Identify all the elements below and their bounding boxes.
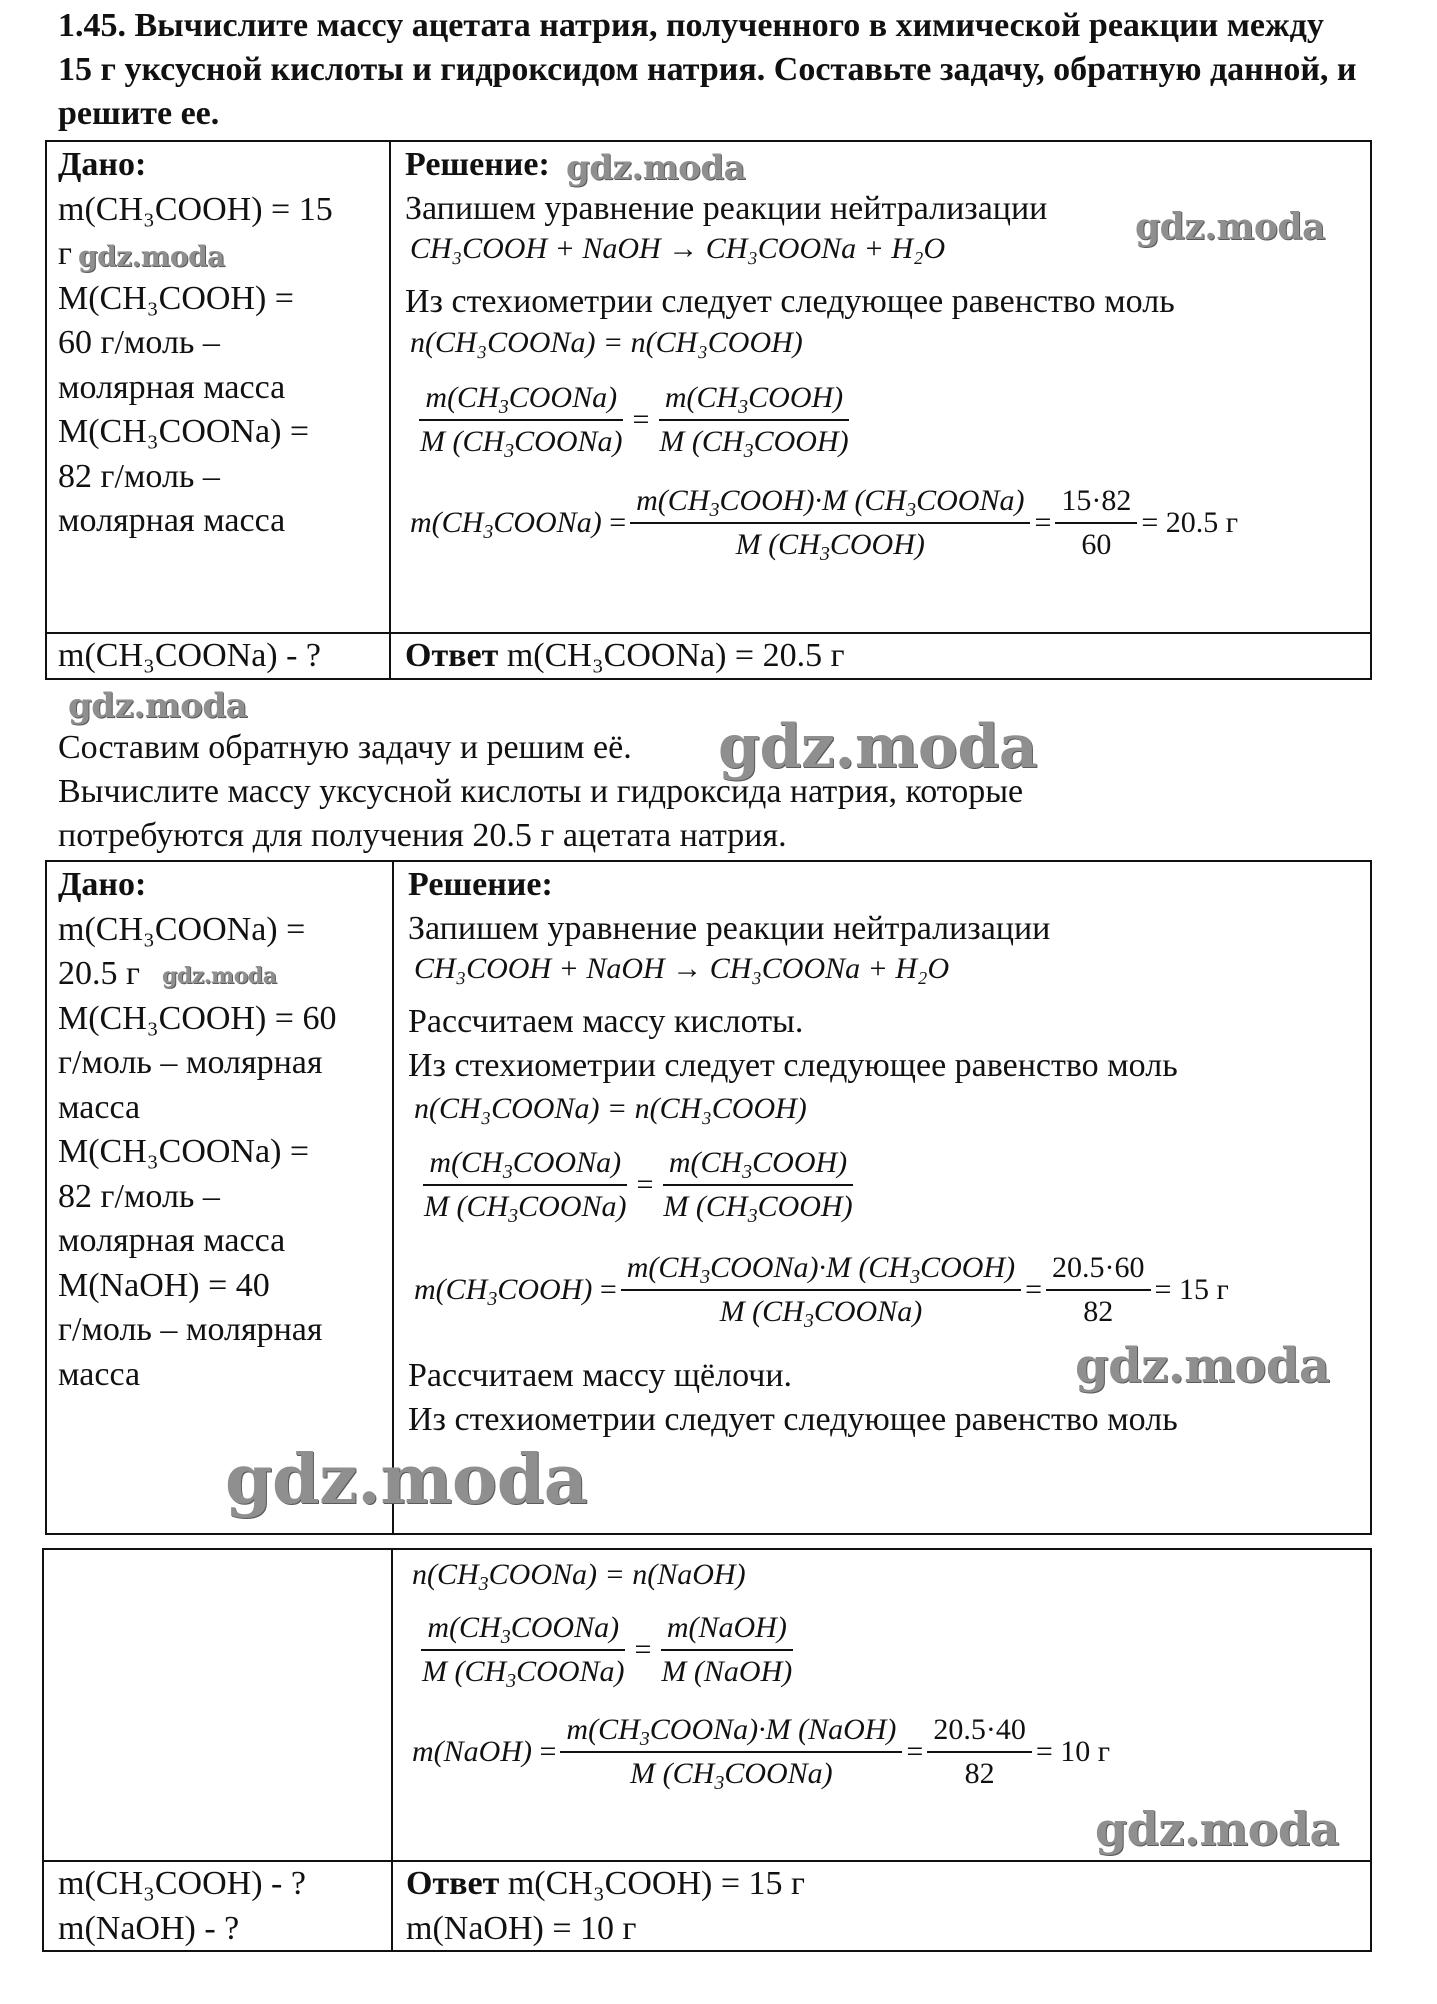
solution-intro: Запишем уравнение реакции нейтрализации: [408, 910, 1051, 947]
answer-label: Ответ: [406, 1865, 500, 1902]
find-block: [58, 1862, 306, 1951]
answer-line: [405, 634, 845, 679]
given-line: г/моль – молярная: [58, 1044, 323, 1081]
watermark: gdz.moda: [1075, 1338, 1330, 1394]
answer-block: [406, 1862, 805, 1951]
mass-ratio-equation: $\frac{m(CH_3COONa)}{M (CH_3COONa)}$ = $\frac{m(CH_3COOH)}{M (CH_3COOH)}$: [420, 381, 849, 462]
given-line: масса: [58, 1355, 141, 1393]
given-line: 82 г/моль –: [58, 457, 220, 495]
acid-mass-text: Рассчитаем массу кислоты.: [408, 1003, 804, 1040]
given-line: m(CH₃COOH) = 15: [58, 190, 333, 228]
given-line: M(CH₃COOH) =: [58, 279, 294, 317]
mole-equality: n(CH₃COONa) = n(CH₃COOH): [410, 326, 803, 359]
stoichiometry-text: Из стехиометрии следует следующее равенство моль: [405, 283, 1175, 320]
given-line: масса: [58, 1088, 141, 1126]
stoichiometry-text: Из стехиометрии следует следующее равенство моль: [408, 1401, 1178, 1438]
given-label: Дано:: [58, 866, 147, 903]
answer-label: Ответ: [405, 637, 499, 674]
answer-value: m(NaOH) = 10 г: [406, 1909, 637, 1947]
given-line: молярная масса: [58, 368, 286, 406]
calc-result: = 10 г: [1035, 1735, 1111, 1768]
mass-calculation: $m(CH_3COONa)$ = $\frac{m(CH_3COOH)\cdot M (CH_3COONa)}{M (CH_3COOH)}$ = $\frac{15\cdot 82}{60}$ = 20.5 г: [410, 484, 1239, 565]
watermark: gdz.moda: [162, 963, 277, 989]
mole-equality: n(CH₃COONa) = n(CH₃COOH): [414, 1092, 807, 1125]
answer-value: m(CH₃COONa) = 20.5 г: [506, 637, 845, 674]
inverse-task-line: Вычислите массу уксусной кислоты и гидроксида натрия, которые: [58, 773, 1024, 810]
calc-numerator: 15·82: [1055, 483, 1137, 524]
inverse-task-line: потребуются для получения 20.5 г ацетата натрия.: [58, 817, 787, 854]
given-line: г/моль – молярная: [58, 1311, 323, 1348]
watermark: gdz.moda: [225, 1440, 588, 1520]
inverse-task-intro: Составим обратную задачу и решим её.: [58, 729, 632, 766]
find-text: m(CH₃COONa) - ?: [58, 637, 322, 674]
reaction-equation: CH₃COOH + NaOH → CH₃COONa + H₂O: [410, 232, 946, 265]
solution-label: Решение:: [405, 146, 550, 183]
given-line: M(CH₃COONa) =: [58, 1133, 310, 1170]
mass-ratio-equation: $\frac{m(CH_3COONa)}{M (CH_3COONa)}$ = $\frac{\text{m(NaOH)}}{\text{M (NaOH)}}$: [422, 1611, 793, 1692]
calc-numerator: 20.5·60: [1046, 1250, 1151, 1291]
given-line: молярная масса: [58, 502, 286, 539]
find-text: m(NaOH) - ?: [58, 1909, 240, 1947]
given-line: г: [58, 235, 72, 272]
given-block-2: [58, 863, 388, 1397]
watermark: gdz.moda: [68, 686, 248, 726]
given-line: 20.5 г: [58, 955, 140, 992]
watermark: gdz.moda: [566, 148, 746, 188]
given-line: M(CH₃COONa) =: [58, 413, 310, 450]
problem-title: 1.45. Вычислите массу ацетата натрия, полученного в химической реакции между 15 г уксусной кислоты и гидроксидом натрия. Составьте задачу, обратную данной, и решите ее.: [58, 7, 1357, 132]
given-block-1: [58, 143, 388, 544]
calc-numerator: 20.5·40: [927, 1712, 1032, 1753]
given-line: молярная масса: [58, 1222, 286, 1259]
calc-denominator: 60: [1081, 528, 1112, 561]
answer-value: m(CH₃COOH) = 15 г: [507, 1865, 805, 1902]
find-text: m(CH₃COOH) - ?: [58, 1865, 306, 1902]
calc-denominator: 82: [1083, 1295, 1114, 1328]
calc-result: = 15 г: [1154, 1273, 1229, 1306]
given-label: Дано:: [58, 146, 147, 183]
mass-ratio-equation: $\frac{m(CH_3COONa)}{M (CH_3COONa)}$ = $\frac{m(CH_3COOH)}{M (CH_3COOH)}$: [424, 1146, 853, 1227]
mole-equality: $n(CH_3COONa)$ = n(NaOH): [412, 1558, 746, 1595]
watermark: gdz.moda: [78, 240, 225, 273]
mass-calculation: $m(CH_3COOH)$ = $\frac{m(CH_3COONa)\cdot M (CH_3COOH)}{M (CH_3COONa)}$ = $\frac{20.5\cdot 60}{82}$ = 15 г: [414, 1251, 1229, 1332]
given-line: 82 г/моль –: [58, 1177, 220, 1215]
calc-denominator: 82: [964, 1757, 995, 1790]
calc-result: = 20.5 г: [1141, 506, 1239, 539]
reaction-equation: CH₃COOH + NaOH → CH₃COONa + H₂O: [414, 952, 950, 985]
given-line: m(CH₃COONa) =: [58, 910, 306, 948]
solution-intro: Запишем уравнение реакции нейтрализации: [405, 190, 1048, 227]
base-mass-text: Рассчитаем массу щёлочи.: [408, 1357, 793, 1394]
watermark: gdz.moda: [1095, 1802, 1339, 1856]
given-line: M(CH₃COOH) = 60: [58, 999, 337, 1037]
given-line: M(NaOH) = 40: [58, 1266, 270, 1304]
solution-label: Решение:: [408, 866, 553, 903]
given-line: 60 г/моль –: [58, 324, 220, 361]
watermark: gdz.moda: [718, 712, 1038, 782]
watermark: gdz.moda: [1135, 206, 1325, 248]
mass-calculation: m(NaOH) = $\frac{m(CH_3COONa)\cdot M (NaOH)}{M (CH_3COONa)}$ = $\frac{20.5\cdot 40}{82}$ = 10 г: [412, 1713, 1111, 1794]
stoichiometry-text: Из стехиометрии следует следующее равенство моль: [408, 1047, 1178, 1084]
